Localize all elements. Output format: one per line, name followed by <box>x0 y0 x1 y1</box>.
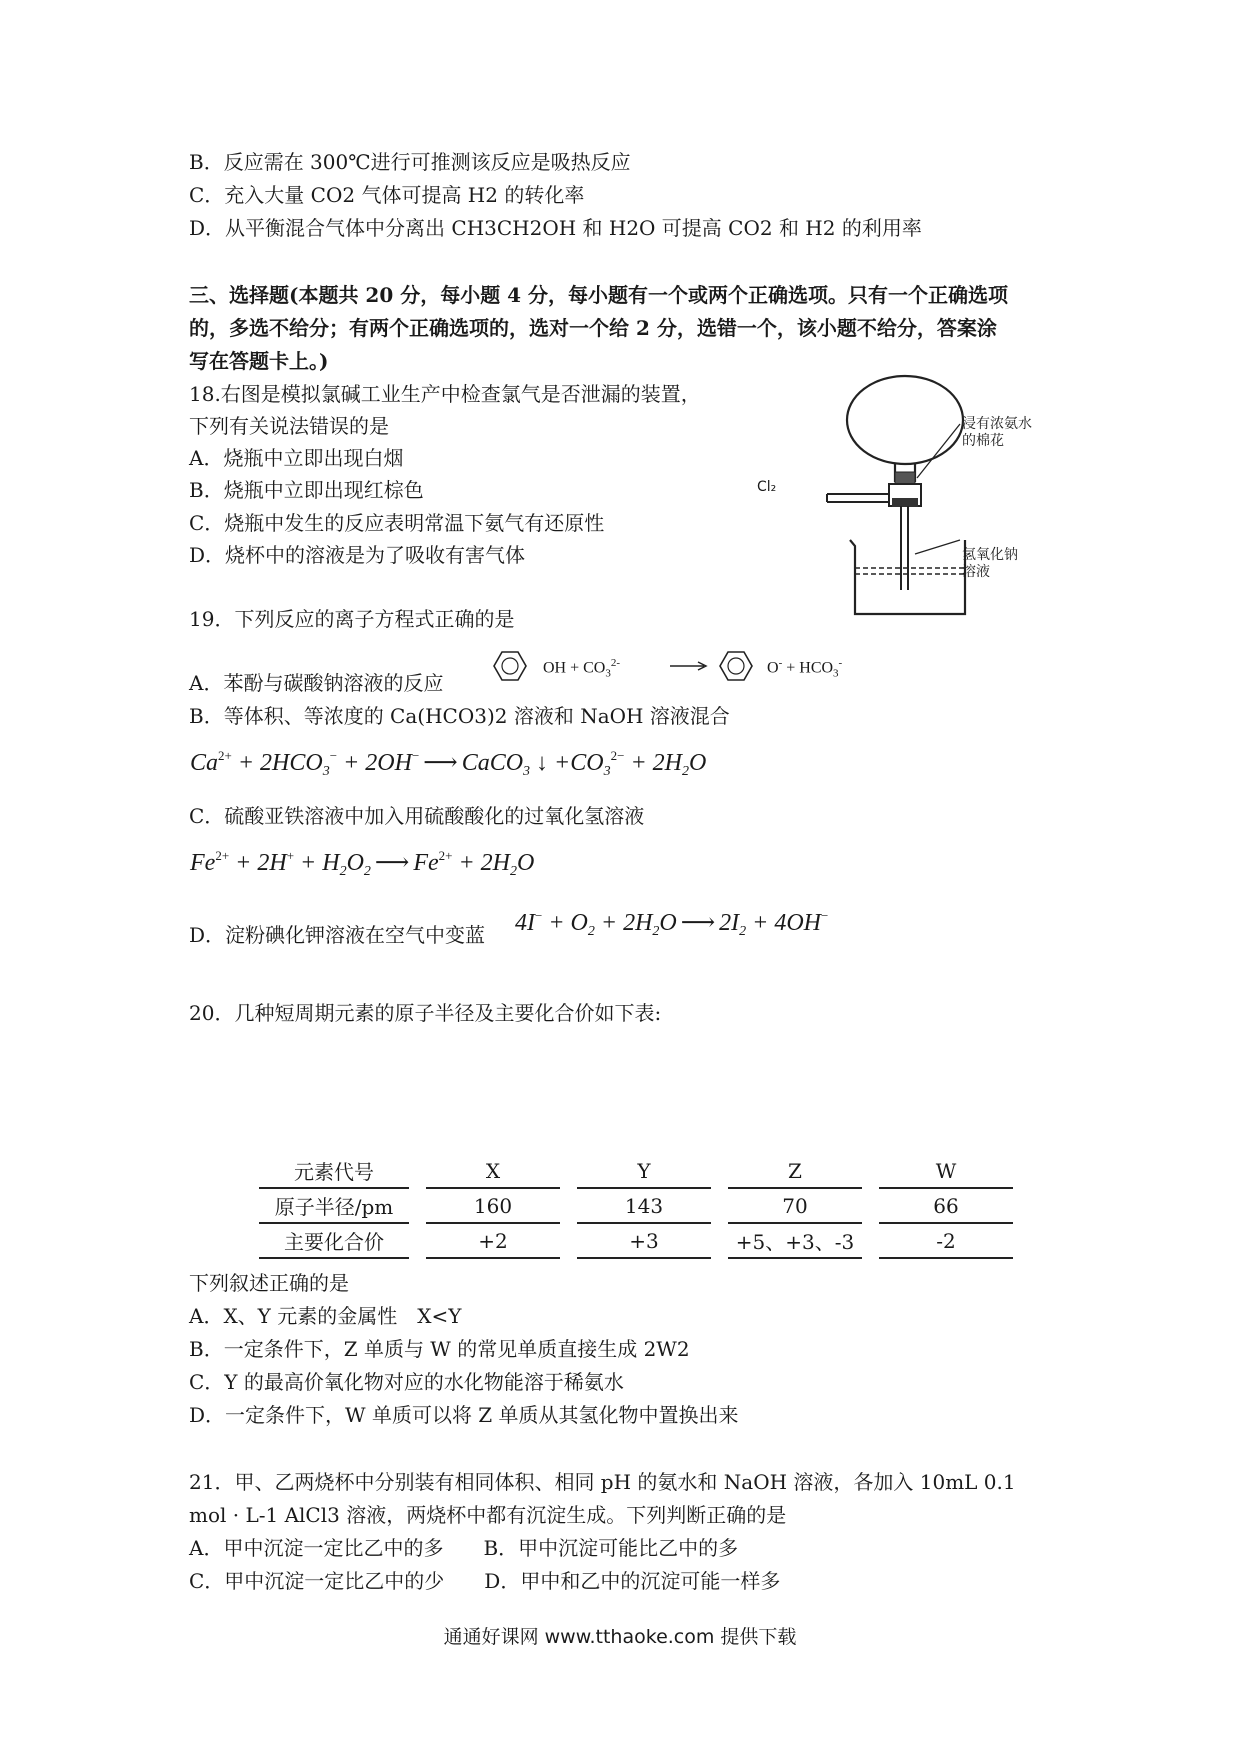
section-heading-line-2: 的，多选不给分；有两个正确选项的，选对一个给 2 分，选错一个，该小题不给分，答案涂 <box>189 316 997 340</box>
table-cell: 66 <box>879 1189 1013 1224</box>
naoh-label-line-2: 溶液 <box>962 564 990 580</box>
table-cell: -2 <box>879 1224 1013 1259</box>
table-cell: 143 <box>577 1189 711 1224</box>
phenol-eq-left: OH + $CO_3^{2-}$ <box>543 657 621 680</box>
q17-option-c: C．充入大量 CO2 气体可提高 H2 的转化率 <box>189 183 585 207</box>
q21-options-cd: C．甲中沉淀一定比乙中的少 D．甲中和乙中的沉淀可能一样多 <box>189 1569 781 1593</box>
benzene-ring-icon <box>480 648 540 684</box>
table-cell: +5、+3、-3 <box>728 1224 862 1259</box>
cotton-label-line-2: 的棉花 <box>962 433 1004 449</box>
naoh-label-line-1: 氢氧化钠 <box>962 547 1018 563</box>
table-cell: +3 <box>577 1224 711 1259</box>
flask-bulb <box>847 376 963 464</box>
q19-option-a: A．苯酚与碳酸钠溶液的反应 <box>189 671 444 695</box>
q19-stem: 19．下列反应的离子方程式正确的是 <box>189 607 515 631</box>
naoh-solution <box>855 568 965 574</box>
table-cell: 70 <box>728 1189 862 1224</box>
table-header: 元素代号 <box>259 1154 409 1189</box>
q17-option-b: B．反应需在 300℃进行可推测该反应是吸热反应 <box>189 150 631 174</box>
q19-option-d: D．淀粉碘化钾溶液在空气中变蓝 <box>189 923 486 947</box>
q20-option-a: A．X、Y 元素的金属性 X<Y <box>189 1304 462 1328</box>
q20-stem: 20．几种短周期元素的原子半径及主要化合价如下表: <box>189 1001 662 1025</box>
cotton-label-line-1: 浸有浓氨水 <box>962 416 1032 432</box>
q18-stem-line-1: 18.右图是模拟氯碱工业生产中检查氯气是否泄漏的装置， <box>189 382 701 406</box>
q21-stem-line-1: 21．甲、乙两烧杯中分别装有相同体积、相同 pH 的氨水和 NaOH 溶液，各加入 10mL 0.1 <box>189 1470 1016 1494</box>
section-heading-line-3: 写在答题卡上。) <box>189 349 329 373</box>
table-header: Y <box>577 1154 711 1189</box>
q19-c-equation: $Fe^{2+} + 2H^+ + H_2O_2$ ⟶ $Fe^{2+} + 2H_2O$ <box>190 848 535 879</box>
cl2-label: Cl₂ <box>757 479 777 495</box>
table-cell: +2 <box>426 1224 560 1259</box>
reaction-arrow-icon <box>670 660 710 672</box>
table-row <box>259 1189 1013 1224</box>
q19-d-equation: $4I^- + O_2 + 2H_2O$ ⟶ $2I_2 + 4OH^-$ <box>515 908 829 939</box>
cotton-wad <box>895 472 915 484</box>
table-row <box>259 1224 1013 1259</box>
table-cell: 原子半径/pm <box>259 1189 409 1224</box>
table-cell: 主要化合价 <box>259 1224 409 1259</box>
q21-stem-line-2: mol · L-1 AlCl3 溶液，两烧杯中都有沉淀生成。下列判断正确的是 <box>189 1503 787 1527</box>
q20-option-d: D．一定条件下，W 单质可以将 Z 单质从其氢化物中置换出来 <box>189 1403 739 1427</box>
apparatus-diagram <box>755 372 1085 627</box>
element-table <box>259 1154 1013 1259</box>
q20-option-b: B．一定条件下，Z 单质与 W 的常见单质直接生成 2W2 <box>189 1337 690 1361</box>
inlet-tube <box>827 494 889 502</box>
q20-subquestion: 下列叙述正确的是 <box>189 1271 349 1295</box>
q18-stem-line-2: 下列有关说法错误的是 <box>189 414 389 438</box>
q18-option-c: C．烧瓶中发生的反应表明常温下氨气有还原性 <box>189 511 605 535</box>
q19-option-b: B．等体积、等浓度的 Ca(HCO3)2 溶液和 NaOH 溶液混合 <box>189 704 730 728</box>
outlet-tube <box>901 506 908 590</box>
q19-option-c: C．硫酸亚铁溶液中加入用硫酸酸化的过氧化氢溶液 <box>189 804 645 828</box>
q19-b-equation: $Ca^{2+} + 2HCO_3^- + 2OH^-$ ⟶ CaCO$_3$ ↓ $+CO_3^{2-} + 2H_2O$ <box>190 748 707 779</box>
q18-option-a: A．烧瓶中立即出现白烟 <box>189 446 404 470</box>
table-header-row <box>259 1154 1013 1189</box>
section-heading-line-1: 三、选择题(本题共 20 分，每小题 4 分，每小题有一个或两个正确选项。只有一个正确选项 <box>189 283 1009 307</box>
phenoxide-eq-right: $O^- + HCO_3^-$ <box>767 657 843 680</box>
table-header: Z <box>728 1154 862 1189</box>
q18-option-b: B．烧瓶中立即出现红棕色 <box>189 478 424 502</box>
q21-options-ab: A．甲中沉淀一定比乙中的多 B．甲中沉淀可能比乙中的多 <box>189 1536 739 1560</box>
q17-option-d: D．从平衡混合气体中分离出 CH3CH2OH 和 H2O 可提高 CO2 和 H2 的利用率 <box>189 216 922 240</box>
q20-option-c: C．Y 的最高价氧化物对应的水化物能溶于稀氨水 <box>189 1370 624 1394</box>
benzene-ring-icon-2 <box>706 648 766 684</box>
table-header: W <box>879 1154 1013 1189</box>
q18-option-d: D．烧杯中的溶液是为了吸收有害气体 <box>189 543 526 567</box>
page-footer: 通通好课网 www.tthaoke.com 提供下载 <box>443 1626 797 1648</box>
table-cell: 160 <box>426 1189 560 1224</box>
table-header: X <box>426 1154 560 1189</box>
